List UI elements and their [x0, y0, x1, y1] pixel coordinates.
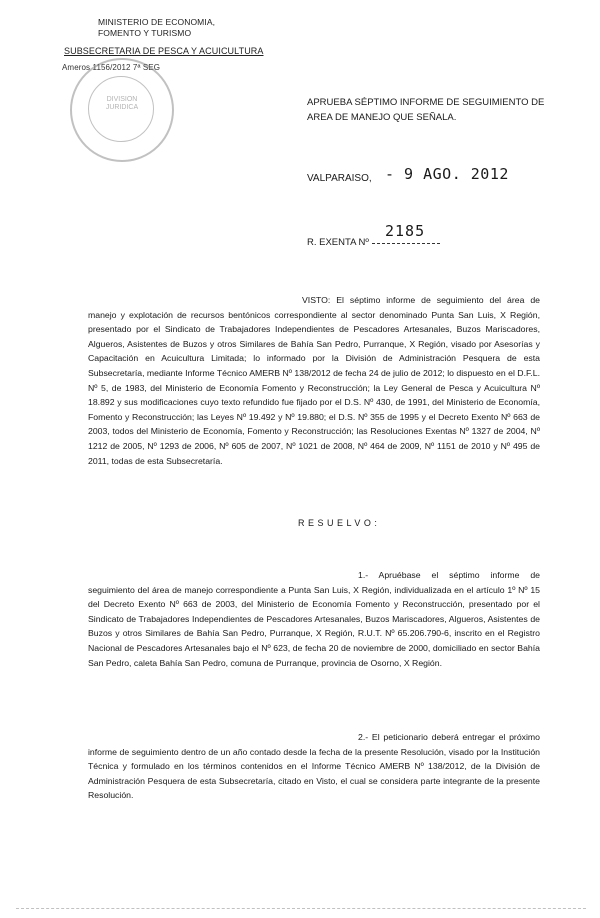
resolution-date: - 9 AGO. 2012: [385, 165, 509, 183]
visto-paragraph: VISTO: El séptimo informe de seguimiento del área de manejo y explotación de recursos bentónicos correspondiente al sector denominado Punta San Luis, X Región, presentado por el Sindicato de Trabajadores Independientes de Pescadores Artesanales, Buzos Mariscadores, Algueros, Asistentes de Buzos y otros Similares de Bahía San Pedro, Purranque, X Región, visado por Asesorías y Capacitación en Acuicultura Limitada; lo informado por la División de Administración Pesquera de esta Subsecretaría, mediante Informe Técnico AMERB Nº 138/2012 de fecha 24 de julio de 2012; lo dispuesto en el D.F.L. Nº 5, de 1983, del Ministerio de Economía Fomento y Reconstrucción; la Ley General de Pesca y Acuicultura Nº 18.892 y sus modificaciones cuyo texto refundido fue fijado por el D.S. Nº 430, de 1991, del Ministerio de Economía, Fomento y Reconstrucción; las Leyes Nº 19.492 y Nº 19.880; el D.S. Nº 355 de 1995 y el Decreto Exento Nº 663 de 2003, todos del Ministerio de Economía, Fomento y Reconstrucción; las Resoluciones Exentas Nº 1327 de 2004, Nº 1212 de 2005, Nº 1293 de 2006, Nº 605 de 2007, Nº 1021 de 2008, Nº 464 de 2009, Nº 1151 de 2010 y Nº 495 de 2011, todas de esta Subsecretaría.: [88, 295, 540, 466]
resolution-subject: APRUEBA SÉPTIMO INFORME DE SEGUIMIENTO DE AREA DE MANEJO QUE SEÑALA.: [307, 97, 545, 123]
resuelvo-heading: RESUELVO:: [298, 518, 381, 528]
stamp-text: DIVISION JURIDICA: [105, 96, 139, 111]
resolution-article-1: 1.- Apruébase el séptimo informe de seguimiento del área de manejo correspondiente a Punta San Luis, X Región, individualizada en el artículo 1º Nº 15 del Decreto Exento Nº 663 de 2003, del Ministerio de Economía Fomento y Reconstrucción, presentado por el Sindicato de Trabajadores Independientes de Pescadores Artesanales, Buzos Mariscadores, Algueros, Asistentes de Buzos y otros Similares de Bahía San Pedro, Purranque, X Región, R.U.T. Nº 65.206.790-6, inscrito en el Registro Nacional de Pescadores Artesanales bajo el Nº 623, de fecha 20 de noviembre de 2000, domiciliado en sector Bahía San Pedro, caleta Bahía San Pedro, comuna de Purranque, provincia de Osorno, X Región.: [88, 570, 540, 668]
resolution-number-label: R. EXENTA Nº: [307, 237, 369, 248]
ministry-name-line1: MINISTERIO DE ECONOMIA,: [98, 17, 216, 27]
city-label: VALPARAISO,: [307, 173, 372, 184]
reference-code: Ameros 1156/2012 7ª SEG: [62, 63, 161, 72]
resolution-number-underline: [372, 243, 440, 244]
resolution-number: 2185: [385, 222, 426, 240]
page-bottom-divider: [16, 908, 586, 909]
official-stamp: [70, 58, 174, 162]
resolution-article-2: 2.- El peticionario deberá entregar el próximo informe de seguimiento dentro de un año contado desde la fecha de la presente Resolución, visado por la Institución Técnica y formulado en los términos contenidos en el Informe Técnico AMERB Nº 138/2012, de la División de Administración Pesquera de esta Subsecretaría, citado en Visto, el cual se considera parte integrante de la presente Resolución.: [88, 732, 540, 801]
ministry-name-line2: FOMENTO Y TURISMO: [98, 28, 192, 38]
subsecretaria-name: SUBSECRETARIA DE PESCA Y ACUICULTURA: [64, 46, 264, 56]
